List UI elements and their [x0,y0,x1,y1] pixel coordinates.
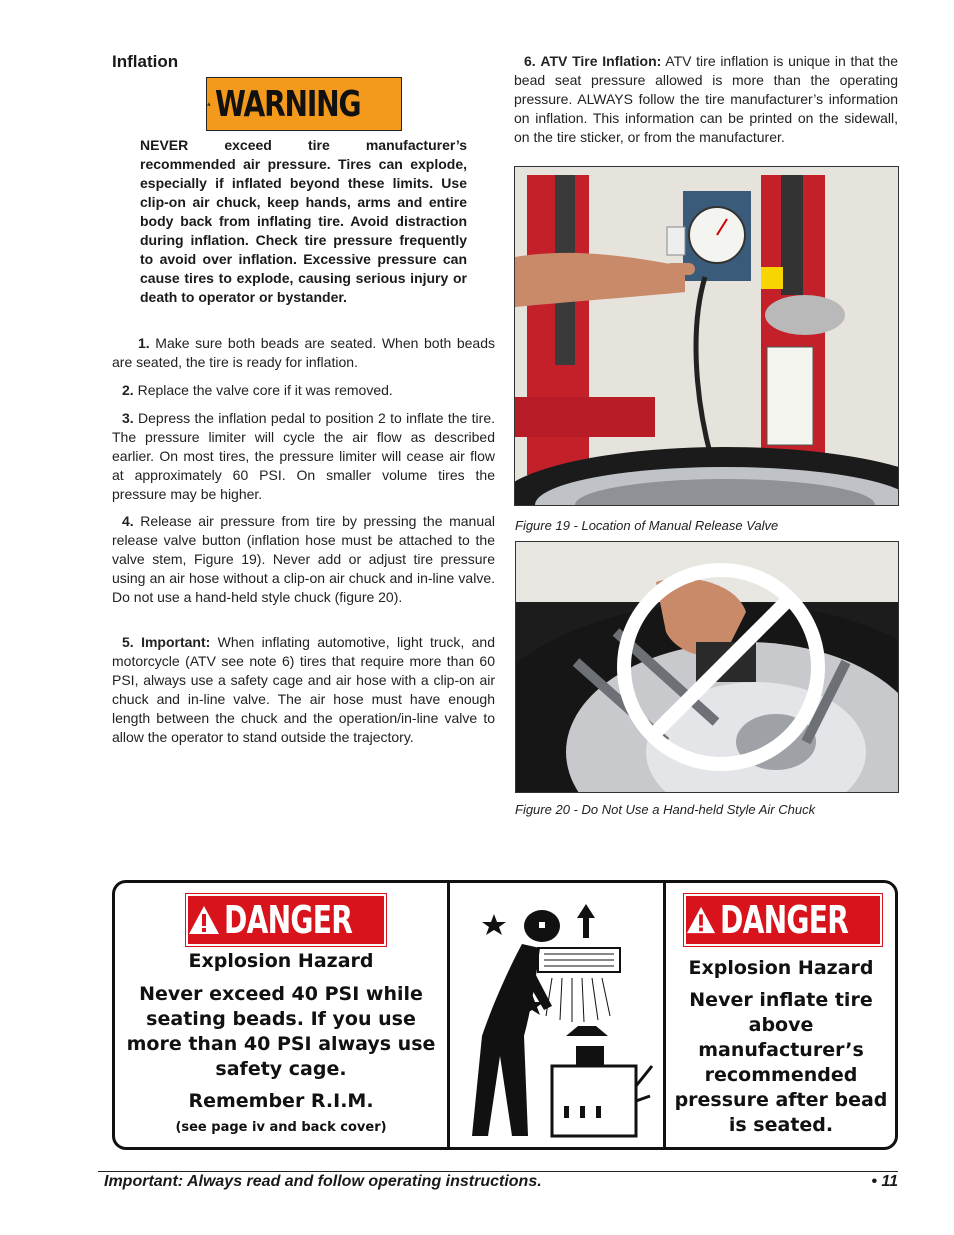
step-number: 6. [524,53,536,69]
step-text: Make sure both beads are seated. When both beads are seated, the tire is ready for inflation. [112,335,495,370]
figure-20-photo [515,541,899,793]
danger-left-note: (see page iv and back cover) [175,1120,387,1135]
step-lead: ATV Tire Inflation: [540,53,662,69]
page-number: • 11 [871,1173,898,1190]
step-6 [514,52,898,147]
footer-text: Important: Always read and follow operating instructions. [104,1173,542,1190]
step-lead: Important: [141,634,211,650]
step-3 [112,409,495,504]
step-text: Replace the valve core if it was removed. [137,382,393,398]
step-number: 5. [122,634,134,650]
tire-changer-illustration [515,167,898,505]
danger-left-title: Explosion Hazard [188,950,374,972]
warning-word: WARNING [214,83,360,125]
figure-19-caption: Figure 19 - Location of Manual Release Valve [515,518,779,533]
danger-label-right [684,894,882,946]
step-text: ATV tire inflation is unique in that the bead seat pressure allowed is more than the operating pressure. ALWAYS follow the tire manufacturer’s information on inflation. This information can be printed on the sidewall, on the tire sticker, or from the manufacturer. [514,53,899,145]
panel-divider [663,883,666,1147]
step-number: 3. [122,410,134,426]
danger-triangle-icon [686,905,716,935]
warning-text: NEVER exceed tire manufacturer’s recommended air pressure. Tires can explode, especially if inflated beyond these limits. Use clip-on air chuck, keep hands, arms and entire body back from inflating tire. Avoid distraction during inflation. Check tire pressure frequently to avoid over inflation. Excessive pressure can cause tires to explode, causing serious injury or death to operator or bystander. [140,137,467,305]
step-number: 4. [122,513,134,529]
danger-right-title: Explosion Hazard [688,957,874,979]
step-text: Release air pressure from tire by pressing the manual release valve button (inflation hose must be attached to the valve stem, Figure 19). Never add or adjust tire pressure using an air hose without a clip-on air chuck and in-line valve. Do not use a hand-held style chuck (figure 20). [112,513,496,605]
footer-rule [98,1171,898,1172]
step-4 [112,512,495,607]
step-1 [112,334,495,372]
danger-right-body: Never inflate tire above manufacturer’s recommended pressure after bead is seated. [674,989,888,1136]
step-text: Depress the inflation pedal to position 2 to inflate the tire. The pressure limiter will cycle the air flow as described earlier. On most tires, the pressure limiter will cease air flow at approximately 60 PSI. On smaller volume tires the pressure may be higher. [112,410,495,502]
step-number: 1. [138,335,150,351]
danger-word: DANGER [720,898,849,942]
explosion-pictogram [452,886,660,1144]
warning-triangle-icon [207,88,211,120]
panel-divider [447,883,450,1147]
section-heading: Inflation [112,52,179,71]
step-number: 2. [122,382,134,398]
danger-word: DANGER [224,898,353,942]
figure-20-caption: Figure 20 - Do Not Use a Hand-held Style Air Chuck [515,802,816,817]
danger-left-body: Never exceed 40 PSI while seating beads. If you use more than 40 PSI always use safety cage. [126,983,436,1080]
figure-19-photo [514,166,899,506]
explosion-pictogram-icon [452,886,660,1144]
danger-triangle-icon [188,905,220,935]
step-text: When inflating automotive, light truck, and motorcycle (ATV see note 6) tires that require more than 60 PSI, always use a safety cage and air hose with a clip-on air chuck and in-line valve. The air hose must have enough length between the chuck and the operation/in-line valve to allow the operator to stand outside the trajectory. [112,634,495,745]
warning-label [206,77,402,131]
danger-label-left [186,894,386,946]
step-2 [112,381,495,400]
danger-left-remember: Remember R.I.M. [188,1090,374,1112]
step-5 [112,633,495,747]
hand-held-chuck-illustration [516,542,898,792]
